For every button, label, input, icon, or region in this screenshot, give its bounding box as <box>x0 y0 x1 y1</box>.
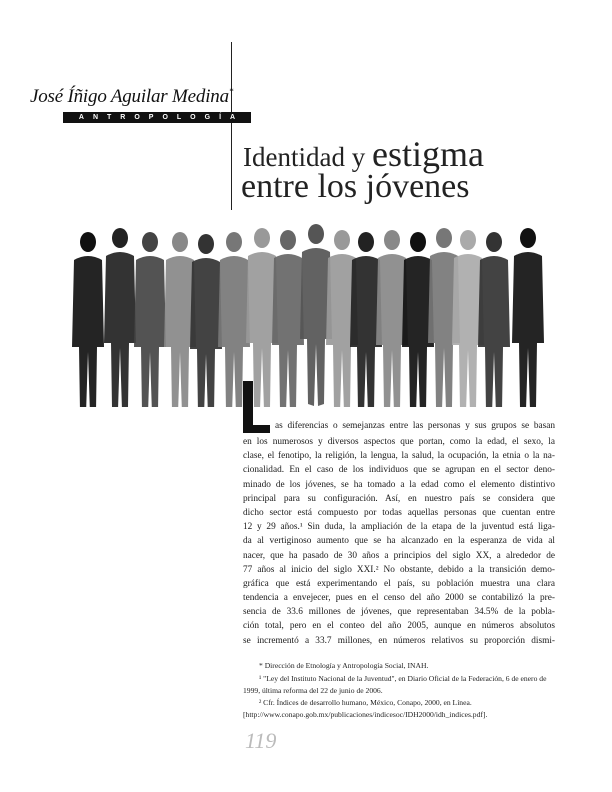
person-head <box>436 228 452 248</box>
person-head <box>460 230 476 250</box>
body-line: se incrementó a 33.7 millones, en números relativos su proporción dismi- <box>243 635 555 646</box>
body-line: 77 años al inicio del siglo XXI.² No obstante, debido a la transición demo- <box>243 564 555 575</box>
body-first-line: as diferencias o semejanzas entre las personas y sus grupos se basan <box>275 421 555 431</box>
footnote-affiliation: * Dirección de Etnología y Antropología Social, INAH. <box>259 661 429 670</box>
person-body <box>512 252 544 407</box>
person-head <box>486 232 502 252</box>
body-line: 12 y 29 años.¹ Sin duda, la ampliación de la etapa de la juventud está liga- <box>243 522 555 533</box>
article-title-line1: Identidad y estigma <box>243 134 484 174</box>
page-number: 119 <box>245 728 277 753</box>
body-line: dicho sector está compuesto por todas aquellas personas que cuentan entre <box>243 507 555 518</box>
person-head <box>172 232 188 252</box>
author-name: José Íñigo Aguilar Medina* <box>30 86 234 107</box>
person-head <box>254 228 270 248</box>
person-head <box>198 234 214 254</box>
body-line: cionalidad. En el caso de los individuos que se agrupan en el sector deno- <box>243 465 555 476</box>
person-body <box>134 256 166 407</box>
body-line: sencia de 33.6 millones de jóvenes, que representaban 34.5% de la pobla- <box>243 607 555 618</box>
person-head <box>112 228 128 248</box>
body-line: nacer, que ha pasado de 30 años a principios del siglo XX, a alrededor de <box>243 550 555 561</box>
person-head <box>80 232 96 252</box>
person-head <box>308 224 324 244</box>
person-body <box>478 256 510 407</box>
person-body <box>104 252 136 407</box>
section-label: ANTROPOLOGÍA <box>63 112 251 123</box>
person-head <box>520 228 536 248</box>
body-line: en los numerosos y diversos aspectos que portan, como la edad, el sexo, la <box>243 437 555 447</box>
person-head <box>410 232 426 252</box>
person-head <box>142 232 158 252</box>
crowd-illustration <box>58 212 563 407</box>
person-head <box>384 230 400 250</box>
article-title-line2: entre los jóvenes <box>241 168 470 205</box>
body-line: da al vertiginoso aumento que se ha alcanzado en la esperanza de vida al <box>243 536 555 547</box>
person-body <box>190 258 222 407</box>
body-paragraph <box>243 435 555 648</box>
footnote-2: ² Cfr. Índices de desarrollo humano, México, Conapo, 2000, en Línea. [http://www.conapo.gob.mx/publicaciones/indicesoc/IDH2000/idh_indices.pdf]. <box>243 698 488 719</box>
body-line: minado de los jóvenes, se ha tomado a la edad como el elemento distintivo <box>243 479 555 490</box>
body-line: ción total, pero en el conteo del año 2005, aunque en números absolutos <box>243 621 555 632</box>
body-line: gráfica que está experimentando el país, su población muestra una clara <box>243 578 555 589</box>
person-head <box>358 232 374 252</box>
footnote-1: ¹ "Ley del Instituto Nacional de la Juventud", en Diario Oficial de la Federación, 6 de enero de 1999, última reforma del 22 de junio de 2006. <box>243 674 547 695</box>
person-head <box>280 230 296 250</box>
body-line: principal para su configuración. Así, en nuestro país se considera que <box>243 493 555 504</box>
person-head <box>334 230 350 250</box>
person-head <box>226 232 242 252</box>
person-body <box>272 254 304 407</box>
person-body <box>72 256 104 407</box>
drop-cap-letter <box>243 381 270 433</box>
vertical-rule <box>231 42 232 210</box>
body-line: clase, el fenotipo, la religión, la lengua, la salud, la ocupación, la etnia o la na- <box>243 451 555 462</box>
body-line: tendencia a envejecer, pues en el censo del año 2000 se contabilizó la pre- <box>243 593 555 604</box>
